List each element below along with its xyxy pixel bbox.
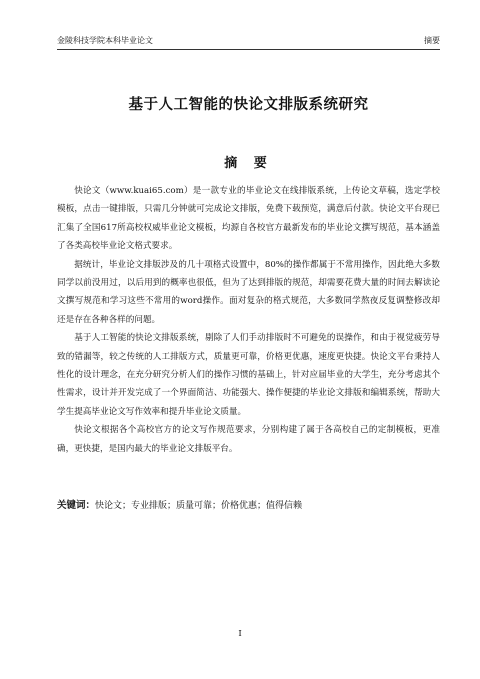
abstract-paragraph-4: 快论文根据各个高校官方的论文写作规范要求，分别构建了属于各高校自己的定制模板，更准确，更快捷，是国内最大的毕业论文排版平台。 (57, 425, 440, 454)
page-number: I (238, 629, 242, 639)
header-left: 金陵科技学院本科毕业论文 (57, 36, 153, 45)
keywords-label: 关键词： (57, 500, 96, 511)
header-right: 摘要 (424, 36, 440, 45)
abstract-heading: 摘 要 (224, 156, 273, 171)
running-header (57, 30, 440, 50)
abstract-paragraph-3: 基于人工智能的快论文排版系统，剔除了人们手动排版时不可避免的误操作，和由于视觉疲劳导致的错漏等，较之传统的人工排版方式，质量更可靠，价格更优惠，速度更快捷。快论文平台秉持人性化的设计理念，在充分研究分析人们的操作习惯的基础上，针对应届毕业的大学生，充分考虑其个性需求，设计并开发完成了一个界面简洁、功能强大、操作便捷的毕业论文排版和编辑系统，帮助大学生提高毕业论文写作效率和提升毕业论文质量。 (57, 333, 440, 417)
abstract-body (57, 182, 440, 458)
abstract-paragraph-2: 据统计，毕业论文排版涉及的几十项格式设置中，80%的操作都属于不常用操作，因此绝大多数同学以前没用过，以后用到的概率也很低，但为了达到排版的规范，却需要花费大量的时间去解读论文撰写规范和学习这些不常用的word操作。面对复杂的格式规范，大多数同学熬夜反复调整修改却还是存在各种各样的问题。 (57, 259, 440, 325)
paper-title: 基于人工智能的快论文排版系统研究 (128, 97, 369, 113)
abstract-paragraph-1: 快论文（www.kuai65.com）是一款专业的毕业论文在线排版系统，上传论文草稿，选定学校模板，点击一键排版，只需几分钟就可完成论文排版，免费下载预览，满意后付款。快论文平台现已汇集了全国617所高校权威毕业论文模板，均源自各校官方最新发布的毕业论文撰写规范，基本涵盖了各类高校毕业论文格式要求。 (57, 186, 440, 252)
keywords-line (57, 498, 440, 514)
keywords-value: 快论文；专业排版；质量可靠；价格优惠；值得信赖 (95, 501, 303, 511)
